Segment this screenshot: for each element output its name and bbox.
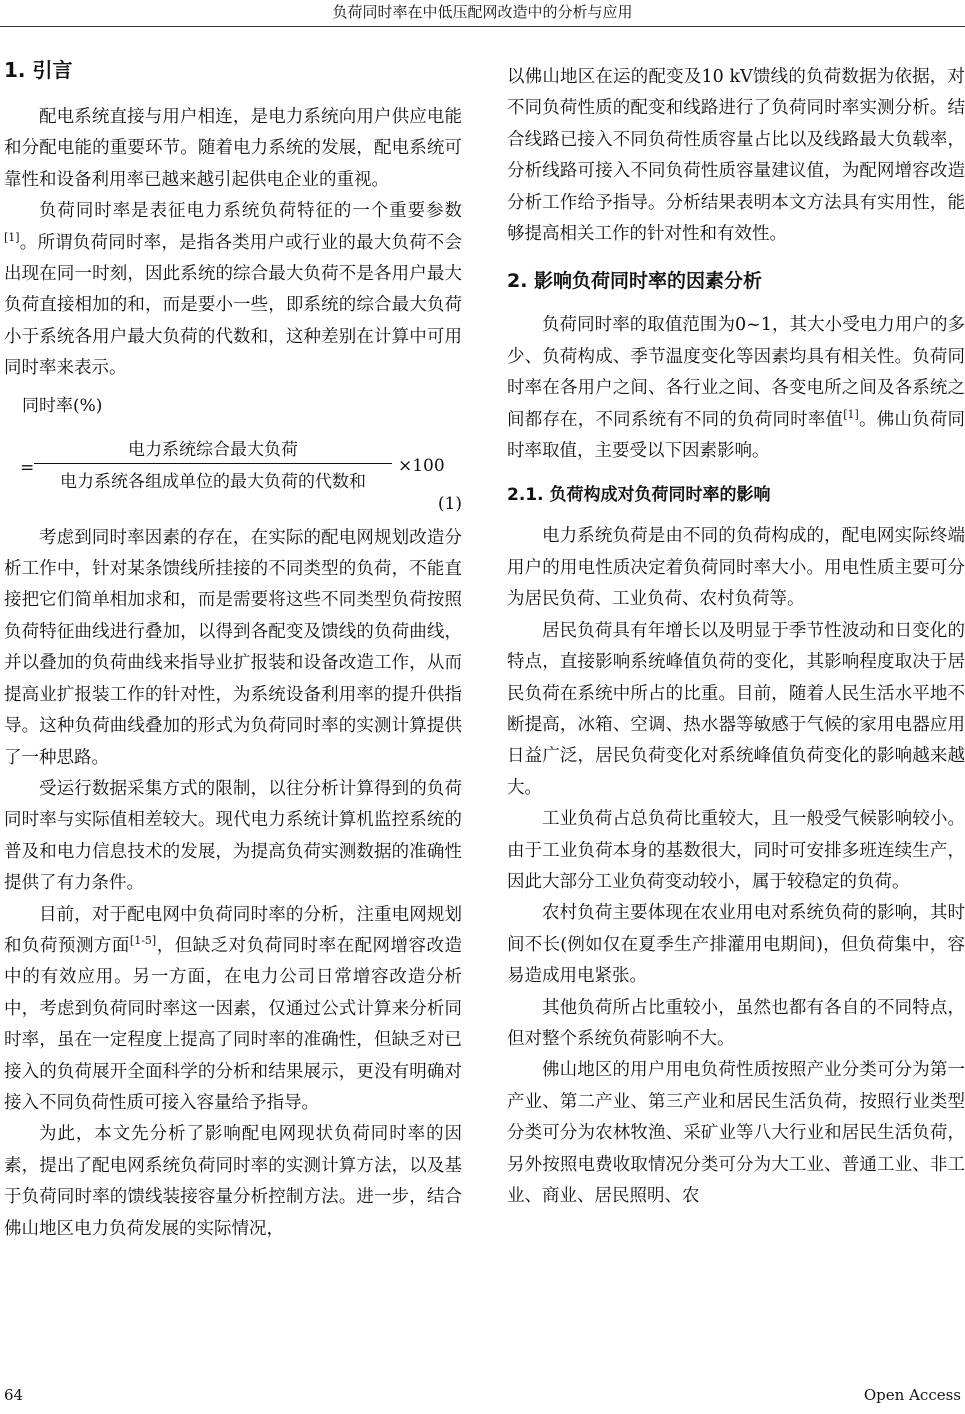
citation: [1-5] [129, 933, 157, 947]
paragraph-text: 。所谓负荷同时率，是指各类用户或行业的最大负荷不会出现在同一时刻，因此系统的综合最大负荷不是各用户最大负荷直接相加的和，而是要小一些，即系统的综合最大负荷小于系统各用户最大负荷的代数和，这种差别在计算中可用同时率来表示。 [4, 232, 462, 379]
paragraph: 为此，本文先分析了影响配电网现状负荷同时率的因素，提出了配电网系统负荷同时率的实测计算方法，以及基于负荷同时率的馈线装接容量分析控制方法。进一步，结合佛山地区电力负荷发展的实际情况， [4, 1124, 462, 1239]
journal-label: Open Access [863, 1386, 961, 1404]
equation-multiplier: ×100 [398, 455, 445, 476]
paragraph: 受运行数据采集方式的限制，以往分析计算得到的负荷同时率与实际值相差较大。现代电力系统计算机监控系统的普及和电力信息技术的发展，为提高负荷实测数据的准确性提供了有力条件。 [4, 778, 462, 894]
equals-sign: = [20, 457, 35, 478]
paragraph: 电力系统负荷是由不同的负荷构成的，配电网实际终端用户的用电性质决定着负荷同时率大小。用电性质主要可分为居民负荷、工业负荷、农村负荷等。 [507, 526, 965, 610]
paragraph: 以佛山地区在运的配变及10 kV馈线的负荷数据为依据，对不同负荷性质的配变和线路进行了负荷同时率实测分析。结合线路已接入不同负荷性质容量占比以及线路最大负载率，分析线路可接入不同负荷性质容量建议值，为配网增容改造分析工作给予指导。分析结果表明本文方法具有实用性，能够提高相关工作的针对性和有效性。 [507, 67, 965, 245]
paragraph [507, 310, 965, 467]
subsection-heading-load-composition: 2.1. 负荷构成对负荷同时率的影响 [507, 485, 771, 506]
paragraph-text: 负荷同时率是表征电力系统负荷特征的一个重要参数 [39, 201, 462, 222]
page-number: 64 [4, 1386, 24, 1404]
equation-denominator: 电力系统各组成单位的最大负荷的代数和 [60, 471, 366, 492]
equation-label: 同时率(%) [22, 395, 103, 416]
citation: [1] [4, 230, 20, 244]
left-column [4, 52, 462, 1245]
paragraph-text: 负荷同时率的取值范围为0~1，其大小受电力用户的多少、负荷构成、季节温度变化等因素均具有相关性。负荷同时率在各用户之间、各行业之间、各变电所之间及各系统之间都存在，不同系统有不同的负荷同时率值 [507, 315, 965, 430]
paragraph: 考虑到同时率因素的存在，在实际的配电网规划改造分析工作中，针对某条馈线所挂接的不同类型的负荷，不能直接把它们简单相加求和，而是需要将这些不同类型负荷按照负荷特征曲线进行叠加，以得到各配变及馈线的负荷曲线，并以叠加的负荷曲线来指导业扩报装和设备改造工作，从而提高业扩报装工作的针对性，为系统设备利用率的提升供指导。这种负荷曲线叠加的形式为负荷同时率的实测计算提供了一种思路。 [4, 527, 462, 768]
paragraph-text: 。佛山负荷同时率取值，主要受以下因素影响。 [507, 409, 965, 462]
equation-numerator: 电力系统综合最大负荷 [128, 439, 298, 460]
paragraph: 农村负荷主要体现在农业用电对系统负荷的影响，其时间不长(例如仅在夏季生产排灌用电期间)，但负荷集中，容易造成用电紧张。 [507, 903, 965, 987]
equation-1 [4, 389, 462, 521]
citation: [1] [843, 407, 859, 421]
paragraph: 居民负荷具有年增长以及明显于季节性波动和日变化的特点，直接影响系统峰值负荷的变化，其影响程度取决于居民负荷在系统中所占的比重。目前，随着人民生活水平地不断提高，冰箱、空调、热水器等敏感于气候的家用电器应用日益广泛，居民负荷变化对系统峰值负荷变化的影响越来越大。 [507, 620, 965, 798]
paragraph: 其他负荷所占比重较小，虽然也都有各自的不同特点，但对整个系统负荷影响不大。 [507, 997, 965, 1049]
section-heading-factors: 2. 影响负荷同时率的因素分析 [507, 270, 763, 293]
paragraph: 工业负荷占总负荷比重较大，且一般受气候影响较小。由于工业负荷本身的基数很大，同时可安排多班连续生产，因此大部分工业负荷变动较小，属于较稳定的负荷。 [507, 809, 965, 892]
fraction-bar [34, 463, 392, 464]
running-head: 负荷同时率在中低压配网改造中的分析与应用 [332, 3, 633, 21]
paragraph: 佛山地区的用户用电负荷性质按照产业分类可分为第一产业、第二产业、第三产业和居民生活负荷，按照行业类型分类可分为农林牧渔、采矿业等八大行业和居民生活负荷，另外按照电费收取情况分类可分为大工业、普通工业、非工业、商业、居民照明、农 [507, 1060, 965, 1206]
right-column [507, 62, 965, 1212]
equation-number: (1) [437, 493, 462, 514]
paragraph-text: ，但缺乏对负荷同时率在配网增容改造中的有效应用。另一方面，在电力公司日常增容改造分析中，考虑到负荷同时率这一因素，仅通过公式计算来分析同时率，虽在一定程度上提高了同时率的准确性，但缺乏对已接入的负荷展开全面科学的分析和结果展示，更没有明确对接入不同负荷性质可接入容量给予指导。 [4, 935, 463, 1113]
header-rule [0, 26, 965, 27]
paragraph [4, 196, 462, 384]
paragraph [4, 900, 462, 1120]
section-heading-introduction: 1. 引言 [4, 58, 73, 82]
paragraph-text: 目前，对于配电网中负荷同时率的分析，注重电网规划和负荷预测方面 [4, 904, 462, 956]
paragraph: 配电系统直接与用户相连，是电力系统向用户供应电能和分配电能的重要环节。随着电力系统的发展，配电系统可靠性和设备利用率已越来越引起供电企业的重视。 [4, 107, 462, 190]
